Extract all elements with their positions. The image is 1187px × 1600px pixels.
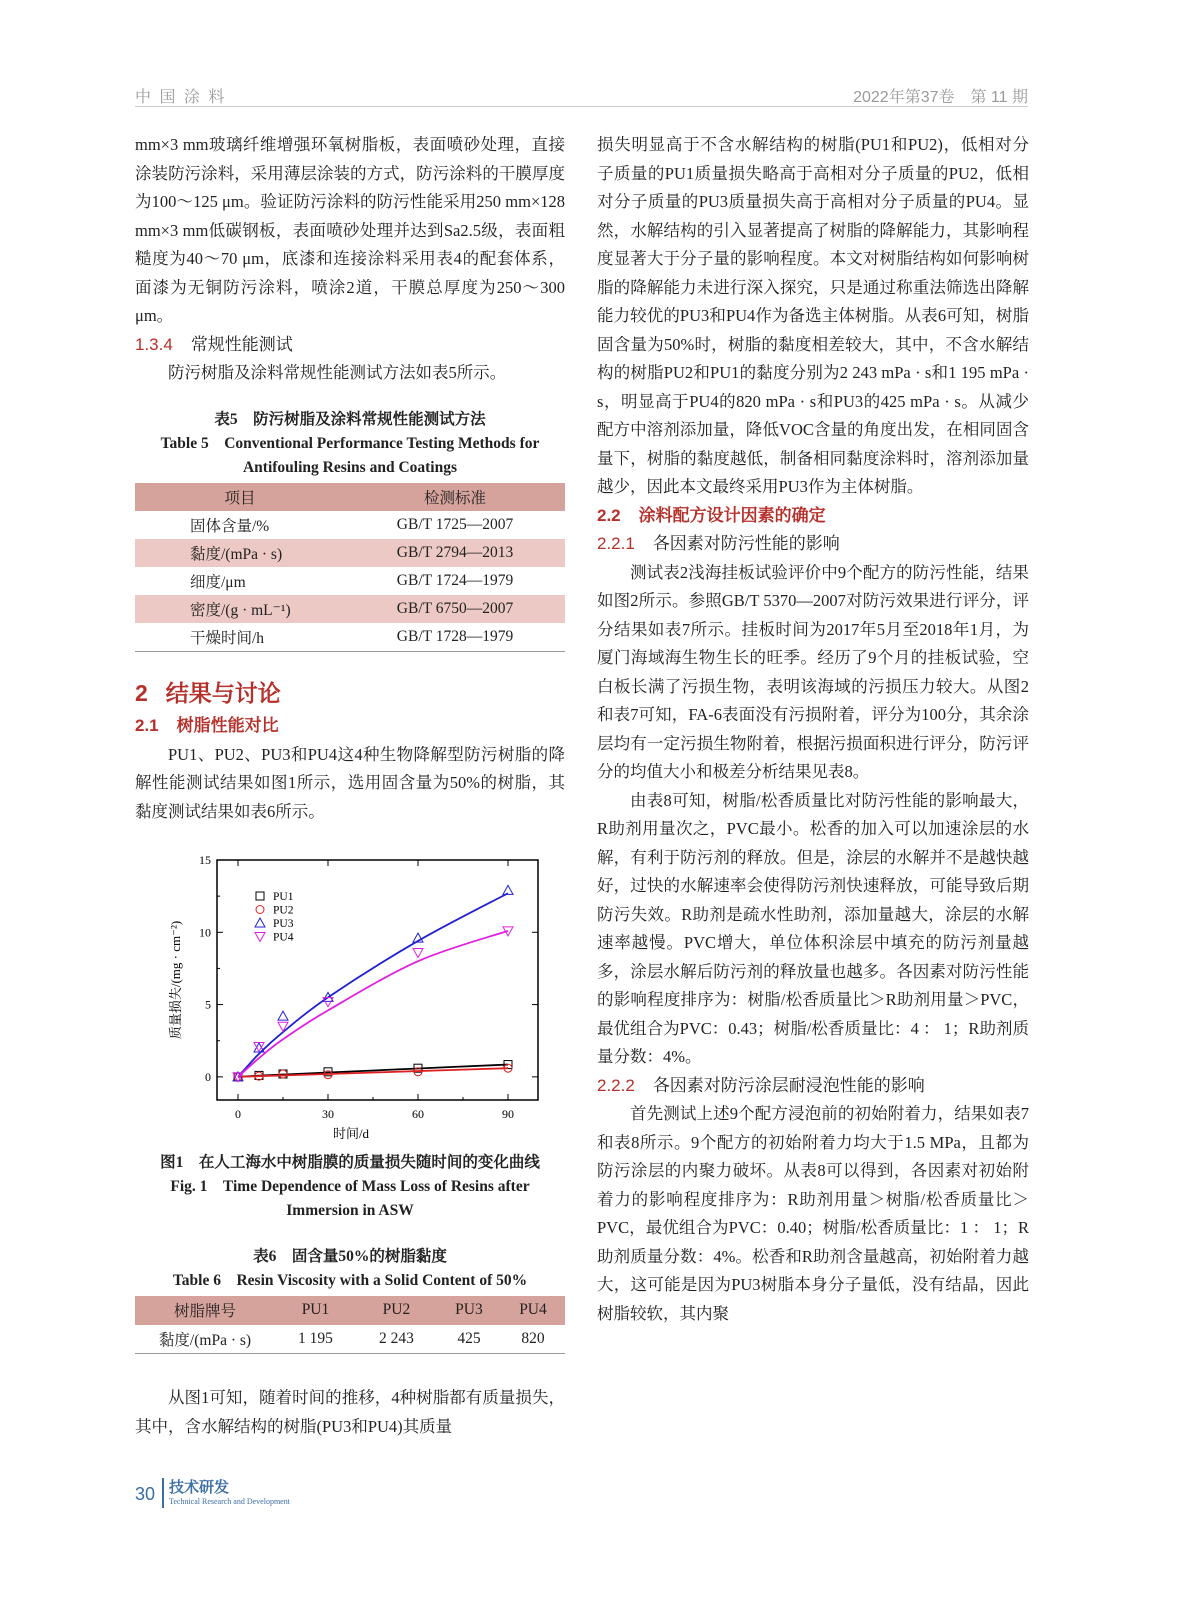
legend-marker-pu1 — [256, 892, 264, 900]
data-point-pu3 — [278, 1011, 288, 1020]
legend-marker-pu2 — [256, 906, 264, 914]
heading-number: 2.2 — [597, 505, 621, 525]
table-header: PU3 — [437, 1296, 501, 1325]
figure1-caption-en-2: Immersion in ASW — [286, 1202, 414, 1219]
table-header: 项目 — [135, 483, 345, 511]
y-axis-label: 质量损失/(mg · cm⁻²) — [168, 920, 183, 1040]
heading-title: 树脂性能对比 — [176, 716, 279, 735]
paragraph: 由表8可知，树脂/松香质量比对防污性能的影响最大，R助剂用量次之，PVC最小。松香的加入可以加速涂层的水解，有利于防污剂的释放。但是，涂层的水解并不是越快越好，过快的水解速率会使得防污剂快速释放，可能导致后期防污失效。R助剂是疏水性助剂，添加量越大，涂层的水解速率越慢。PVC增大，单位体积涂层中填充的防污剂量越多，涂层水解后防污剂的释放量也越多。各因素对防污性能的影响程度排序为：树脂/松香质量比＞R助剂用量＞PVC，最优组合为PVC：0.43；树脂/松香质量比：4 ： 1；R助剂质量分数：4%。 — [597, 790, 1029, 1066]
legend-marker-pu4 — [255, 933, 265, 942]
table5-caption-en: Table 5 Conventional Performance Testing Methods for — [160, 435, 540, 452]
y-tick-label: 5 — [205, 997, 211, 1012]
heading-title: 各因素对防污涂层耐浸泡性能的影响 — [652, 1075, 925, 1095]
paragraph: 从图1可知，随着时间的推移，4种树脂都有质量损失，其中，含水解结构的树脂(PU3和PU4)其质量 — [135, 1388, 565, 1436]
table-row — [135, 511, 565, 539]
section-heading-2 — [135, 678, 565, 708]
heading-number: 2.2.2 — [597, 1075, 635, 1095]
figure1-caption-cn: 图1 在人工海水中树脂膜的质量损失随时间的变化曲线 — [160, 1154, 540, 1171]
heading-title: 常规性能测试 — [190, 334, 293, 354]
table-header-row — [135, 1296, 565, 1325]
heading-number: 2 — [135, 680, 148, 706]
data-point-pu3 — [503, 885, 513, 894]
table-row — [135, 595, 565, 623]
y-tick-label: 15 — [199, 853, 211, 867]
table6 — [135, 1296, 565, 1354]
heading-number: 2.2.1 — [597, 534, 635, 553]
subsection-heading-2-1 — [135, 712, 565, 741]
footer-section-en: Technical Research and Development — [169, 1497, 290, 1506]
table-cell: 425 — [437, 1325, 501, 1354]
legend-label-pu3: PU3 — [273, 918, 294, 930]
table-cell: 黏度/(mPa · s) — [135, 539, 345, 567]
table-header: 检测标准 — [345, 483, 565, 511]
table-cell: 干燥时间/h — [135, 623, 345, 652]
paragraph: 损失明显高于不含水解结构的树脂(PU1和PU2)，低相对分子质量的PU1质量损失略高于高相对分子质量的PU2，低相对分子质量的PU3质量损失高于高相对分子质量的PU4。显然，水解结构的引入显著提高了树脂的降解能力，其影响程度显著大于分子量的影响程度。本文对树脂结构如何影响树脂的降解能力未进行深入探究，只是通过称重法筛选出降解能力较优的PU3和PU4作为备选主体树脂。从表6可知，树脂固含量为50%时，树脂的黏度相差较大，其中，不含水解结构的树脂PU2和PU1的黏度分别为2 243 mPa · s和1 195 mPa · s，明显高于PU4的820 mPa · s和PU3的425 mPa · s。从减少配方中溶剂添加量，降低VOC含量的角度出发，在相同固含量下，树脂的黏度越低，制备相同黏度涂料时，溶剂添加量越少，因此本文最终采用PU3作为主体树脂。 — [597, 135, 1029, 496]
legend-label-pu1: PU1 — [273, 891, 294, 903]
subsection-heading-2-2-2 — [597, 1072, 1029, 1101]
table-header: 树脂牌号 — [135, 1296, 275, 1325]
table-cell: 2 243 — [356, 1325, 437, 1354]
x-tick-label: 0 — [235, 1107, 241, 1121]
heading-number: 1.3.4 — [135, 334, 173, 354]
paragraph: 测试表2浅海挂板试验评价中9个配方的防污性能，结果如图2所示。参照GB/T 5370—2007对防污效果进行评分，评分结果如表7所示。挂板时间为2017年5月至2018年1月，为厦门海域海生物生长的旺季。经历了9个月的挂板试验，空白板长满了污损生物，表明该海域的污损压力较大。从图2和表7可知，FA-6表面没有污损附着，评分为100分，其余涂层均有一定污损生物附着，根据污损面积进行评分，防污评分的均值大小和极差分析结果见表8。 — [597, 562, 1029, 781]
x-tick-label: 60 — [412, 1107, 424, 1121]
table-cell: 细度/μm — [190, 574, 246, 591]
table-header-row — [135, 483, 565, 511]
subsection-heading-1-3-4 — [135, 331, 565, 360]
table-cell: GB/T 2794—2013 — [345, 539, 565, 567]
footer-section-cn: 技术研发 — [169, 1479, 230, 1496]
paragraph: 首先测试上述9个配方浸泡前的初始附着力，结果如表7和表8所示。9个配方的初始附着力均大于1.5 MPa，且都为防污涂层的内聚力破坏。从表8可以得到，各因素对初始附着力的影响程度排序为：R助剂用量＞树脂/松香质量比＞PVC，最优组合为PVC：0.40；树脂/松香质量比：1 ： 1；R助剂质量分数：4%。松香和R助剂含量越高，初始附着力越大，这可能是因为PU3树脂本身分子量低，没有结晶，因此树脂较软，其内聚 — [597, 1104, 1029, 1323]
section-2 — [135, 678, 565, 826]
subsection-heading-2-2-1 — [597, 530, 1029, 559]
paragraph: PU1、PU2、PU3和PU4这4种生物降解型防污树脂的降解性能测试结果如图1所示，选用固含量为50%的树脂，其黏度测试结果如表6所示。 — [135, 744, 565, 821]
heading-title: 各因素对防污性能的影响 — [652, 534, 840, 553]
left-column-bottom — [135, 1384, 565, 1441]
y-tick-label: 10 — [199, 925, 211, 940]
issue-info: 2022年第37卷 第 11 期 — [853, 89, 1028, 106]
legend-label-pu2: PU2 — [273, 904, 294, 917]
table-cell: 密度/(g · mL⁻¹) — [135, 595, 345, 623]
legend-label-pu4: PU4 — [273, 931, 294, 944]
heading-title: 涂料配方设计因素的确定 — [638, 505, 826, 525]
table6-caption-en: Table 6 Resin Viscosity with a Solid Content of 50% — [172, 1272, 528, 1289]
table-cell: 固体含量/% — [190, 518, 270, 535]
journal-name: 中 国 涂 料 — [135, 89, 227, 106]
footer-bar — [162, 1478, 164, 1508]
fit-curve-pu4 — [238, 931, 508, 1077]
x-axis-label: 时间/d — [332, 1126, 370, 1141]
table-cell: GB/T 1724—1979 — [396, 572, 514, 589]
left-column-top — [135, 131, 565, 388]
figure1-caption-en: Fig. 1 Time Dependence of Mass Loss of Resins after — [170, 1178, 530, 1195]
table-cell: GB/T 6750—2007 — [345, 595, 565, 623]
table-cell: 黏度/(mPa · s) — [135, 1325, 275, 1354]
table-header: PU2 — [356, 1296, 437, 1325]
table6-caption-cn: 表6 固含量50%的树脂黏度 — [253, 1248, 447, 1265]
table-row — [135, 567, 565, 595]
x-tick-label: 90 — [502, 1107, 514, 1121]
table-cell: GB/T 1725—2007 — [396, 516, 514, 533]
data-point-pu4 — [413, 949, 423, 958]
table5-caption-cn: 表5 防污树脂及涂料常规性能测试方法 — [214, 411, 486, 428]
figure1-chart — [130, 850, 570, 1150]
table-cell: GB/T 1728—1979 — [345, 623, 565, 652]
y-tick-label: 0 — [205, 1069, 211, 1084]
right-column — [597, 131, 1029, 1328]
heading-number: 2.1 — [135, 716, 159, 735]
legend-marker-pu3 — [255, 918, 265, 927]
table-row — [135, 1325, 565, 1354]
table-row — [135, 623, 565, 652]
x-tick-label: 30 — [322, 1107, 334, 1121]
paragraph: mm×3 mm玻璃纤维增强环氧树脂板，表面喷砂处理，直接涂装防污涂料，采用薄层涂装的方式，防污涂料的干膜厚度为100～125 μm。验证防污涂料的防污性能采用250 mm×128 mm×3 mm低碳钢板，表面喷砂处理并达到Sa2.5级，表面粗糙度为40～70 μm，底漆和连接涂料采用表4的配套体系，面漆为无铜防污涂料，喷涂2道，干膜总厚度为250～300 μm。 — [135, 135, 565, 325]
table5-caption-en-2: Antifouling Resins and Coatings — [242, 459, 458, 476]
table-cell: 820 — [501, 1325, 565, 1354]
header-rule — [135, 106, 1028, 107]
table-header: PU4 — [501, 1296, 565, 1325]
table-header: PU1 — [275, 1296, 356, 1325]
page-number: 30 — [135, 1484, 156, 1504]
heading-title: 结果与讨论 — [165, 680, 281, 706]
subsection-heading-2-2 — [597, 502, 1029, 531]
paragraph: 防污树脂及涂料常规性能测试方法如表5所示。 — [168, 363, 507, 382]
plot-frame — [217, 860, 538, 1100]
table-cell: 1 195 — [275, 1325, 356, 1354]
table-row — [135, 539, 565, 567]
table5 — [135, 483, 565, 652]
